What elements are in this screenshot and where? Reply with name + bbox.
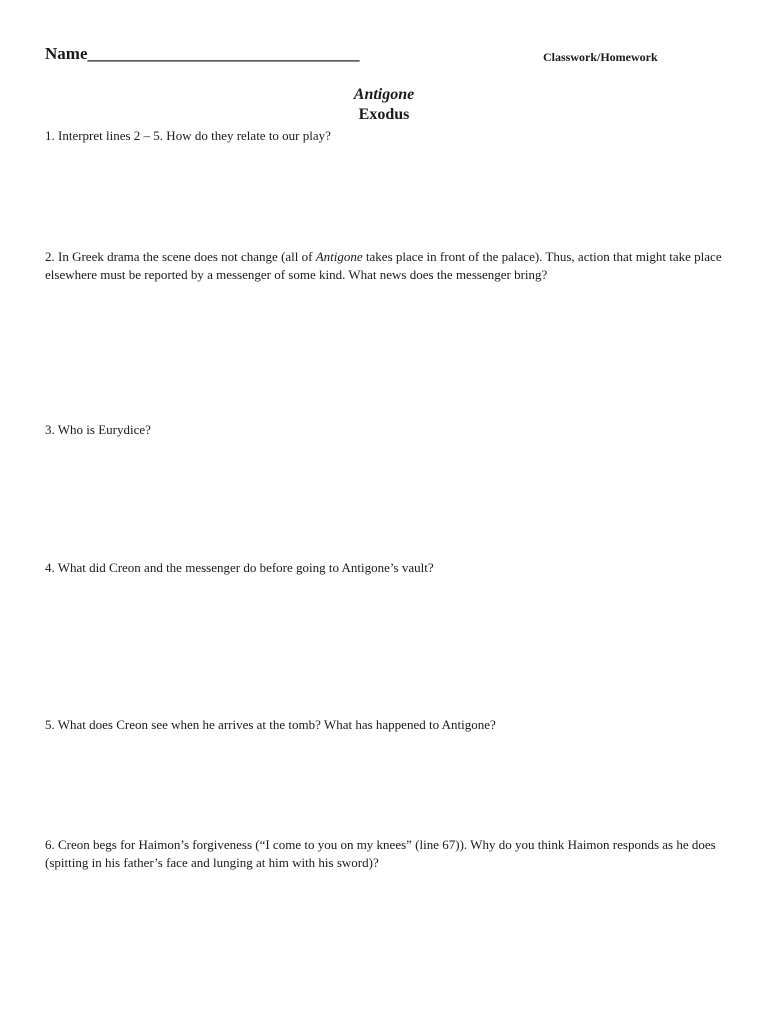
question-5: 5. What does Creon see when he arrives at the tomb? What has happened to Antigone? [45, 717, 496, 732]
question-3: 3. Who is Eurydice? [45, 422, 151, 437]
question-2 [45, 248, 725, 283]
worksheet-title: Antigone [353, 86, 415, 103]
question-4: 4. What did Creon and the messenger do before going to Antigone’s vault? [45, 560, 434, 575]
question-2-text-start: 2. In Greek drama the scene does not change (all of [45, 249, 316, 264]
question-1: 1. Interpret lines 2 – 5. How do they relate to our play? [45, 128, 331, 143]
name-field-label: Name________________________________ [45, 44, 360, 63]
worksheet-subtitle: Exodus [358, 106, 410, 123]
question-2-play-title: Antigone [315, 249, 363, 264]
question-2-text-end: takes place in front of the palace). Thus, action that might take place elsewhere must be reported by a messenger of some kind. What news does the messenger bring? [45, 249, 722, 282]
question-6: 6. Creon begs for Haimon’s forgiveness (“I come to you on my knees” (line 67)). Why do you think Haimon responds as he does (spitting in his father’s face and lunging at him with his sword)? [45, 837, 716, 870]
classwork-homework-label: Classwork/Homework [543, 50, 658, 64]
